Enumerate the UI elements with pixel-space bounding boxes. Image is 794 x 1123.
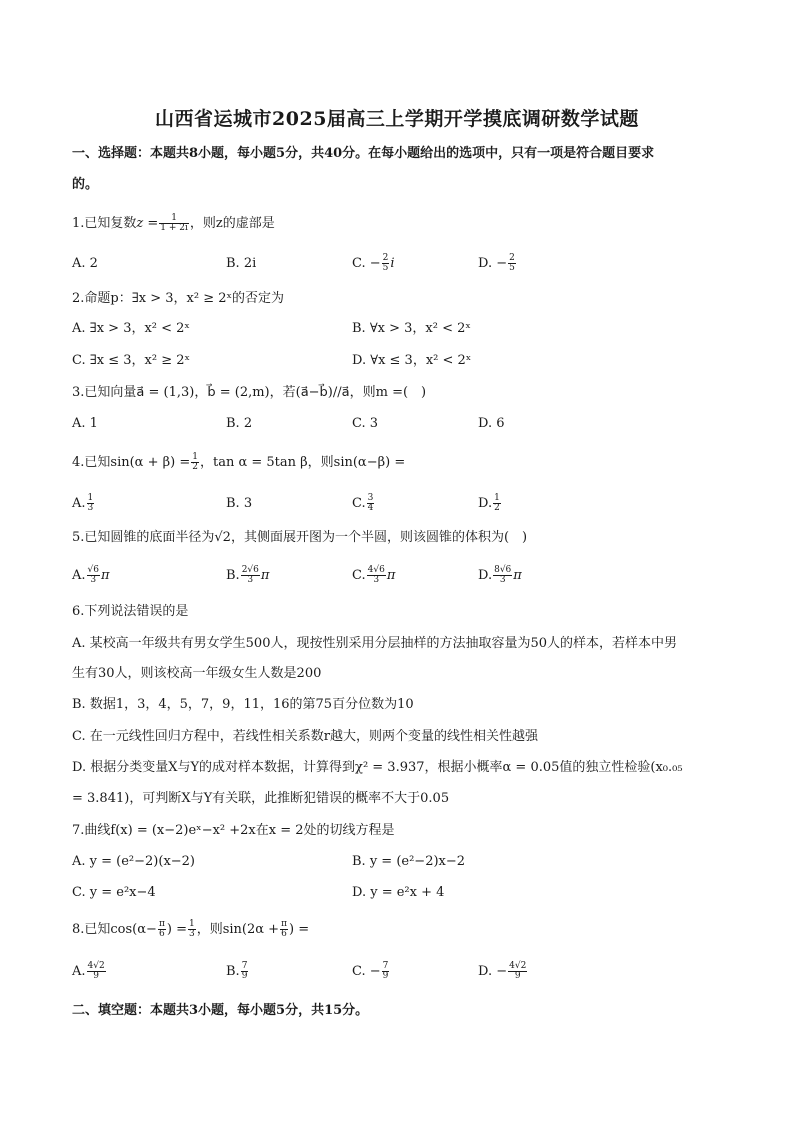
q2-stem: 2.命题p：∃x > 3，x² ≥ 2ˣ的否定为 [72, 291, 285, 306]
q3-option-c[interactable]: C. 3 [352, 416, 379, 431]
q3-option-a[interactable]: A. 1 [72, 416, 98, 431]
q7-option-b[interactable]: B. y = (e²−2)x−2 [352, 854, 466, 869]
q4-option-b[interactable]: B. 3 [226, 496, 253, 511]
q1-option-b[interactable]: B. 2i [226, 256, 257, 271]
q4-stem: 4.已知sin(α + β) = $\frac{1}{2}$ ，tan α = 5tan β，则sin(α−β) = [72, 452, 406, 472]
q8-option-d[interactable]: D. − $\frac{4√2}{9}$ [478, 961, 527, 981]
q1-stem: 1.已知复数z = $\frac{1}{1 + 2i}$ ，则z的虚部是 [72, 213, 275, 233]
q6-option-a-line2: 生有30人，则该校高一年级女生人数是200 [72, 666, 322, 681]
q7-stem: 7.曲线f(x) = (x−2)eˣ−x² +2x在x = 2处的切线方程是 [72, 823, 395, 838]
q2-option-a[interactable]: A. ∃x > 3，x² < 2ˣ [72, 321, 190, 336]
q5-option-b[interactable]: B. $\frac{2√6}{3}$ π [226, 565, 270, 585]
q7-option-d[interactable]: D. y = e²x + 4 [352, 885, 445, 900]
q1-option-d[interactable]: D. − $\frac{2}{5}$ [478, 253, 515, 273]
q2-option-b[interactable]: B. ∀x > 3，x² < 2ˣ [352, 321, 471, 336]
q3-option-b[interactable]: B. 2 [226, 416, 253, 431]
q8-option-c[interactable]: C. − $\frac{7}{9}$ [352, 961, 389, 981]
q5-option-a[interactable]: A. $\frac{√6}{3}$ π [72, 565, 110, 585]
q7-option-c[interactable]: C. y = e²x−4 [72, 885, 156, 900]
section2-header: 二、填空题：本题共3小题，每小题5分，共15分。 [72, 1003, 369, 1018]
q2-option-d[interactable]: D. ∀x ≤ 3，x² < 2ˣ [352, 353, 472, 368]
q2-option-c[interactable]: C. ∃x ≤ 3，x² ≥ 2ˣ [72, 353, 191, 368]
q4-option-c[interactable]: C. $\frac{3}{4}$ [352, 493, 374, 513]
q6-option-d-line1[interactable]: D. 根据分类变量X与Y的成对样本数据，计算得到χ² = 3.937，根据小概率α = 0.05值的独立性检验(x₀.₀₅ [72, 760, 683, 775]
q3-option-d[interactable]: D. 6 [478, 416, 505, 431]
q4-option-a[interactable]: A. $\frac{1}{3}$ [72, 493, 94, 513]
q8-stem: 8.已知cos(α− $\frac{\pi}{6}$ ) = $\frac{1}{3}$ ，则sin(2α + $\frac{\pi}{6}$ ) = [72, 919, 310, 939]
q6-option-b[interactable]: B. 数据1，3，4，5，7，9，11，16的第75百分位数为10 [72, 697, 414, 712]
section1-header-line2: 的。 [72, 177, 99, 192]
q7-option-a[interactable]: A. y = (e²−2)(x−2) [72, 854, 196, 869]
q6-option-d-line2: = 3.841)，可判断X与Y有关联，此推断犯错误的概率不大于0.05 [72, 791, 450, 806]
q5-option-d[interactable]: D. $\frac{8√6}{3}$ π [478, 565, 522, 585]
page-title: 山西省运城市2025届高三上学期开学摸底调研数学试题 [155, 108, 639, 130]
q1-fraction: $\frac{1}{1 + 2i}$ [160, 213, 188, 233]
q6-option-a-line1[interactable]: A. 某校高一年级共有男女学生500人，现按性别采用分层抽样的方法抽取容量为50人的样本，若样本中男 [72, 636, 678, 651]
q4-option-d[interactable]: D. $\frac{1}{2}$ [478, 493, 500, 513]
q8-option-b[interactable]: B. $\frac{7}{9}$ [226, 961, 248, 981]
q8-option-a[interactable]: A. $\frac{4√2}{9}$ [72, 961, 105, 981]
q1-option-a[interactable]: A. 2 [72, 256, 98, 271]
q3-stem: 3.已知向量a⃗ = (1,3)，b⃗ = (2,m)，若(a⃗−b⃗)//a⃗，则m =( ) [72, 385, 427, 400]
q1-option-c[interactable]: C. − $\frac{2}{5}$ i [352, 253, 395, 273]
q6-option-c[interactable]: C. 在一元线性回归方程中，若线性相关系数r越大，则两个变量的线性相关性越强 [72, 729, 538, 744]
section1-header-line1: 一、选择题：本题共8小题，每小题5分，共40分。在每小题给出的选项中，只有一项是符合题目要求 [72, 146, 655, 161]
q5-option-c[interactable]: C. $\frac{4√6}{3}$ π [352, 565, 396, 585]
q5-stem: 5.已知圆锥的底面半径为√2，其侧面展开图为一个半圆，则该圆锥的体积为( ) [72, 530, 528, 545]
q6-stem: 6.下列说法错误的是 [72, 604, 189, 619]
